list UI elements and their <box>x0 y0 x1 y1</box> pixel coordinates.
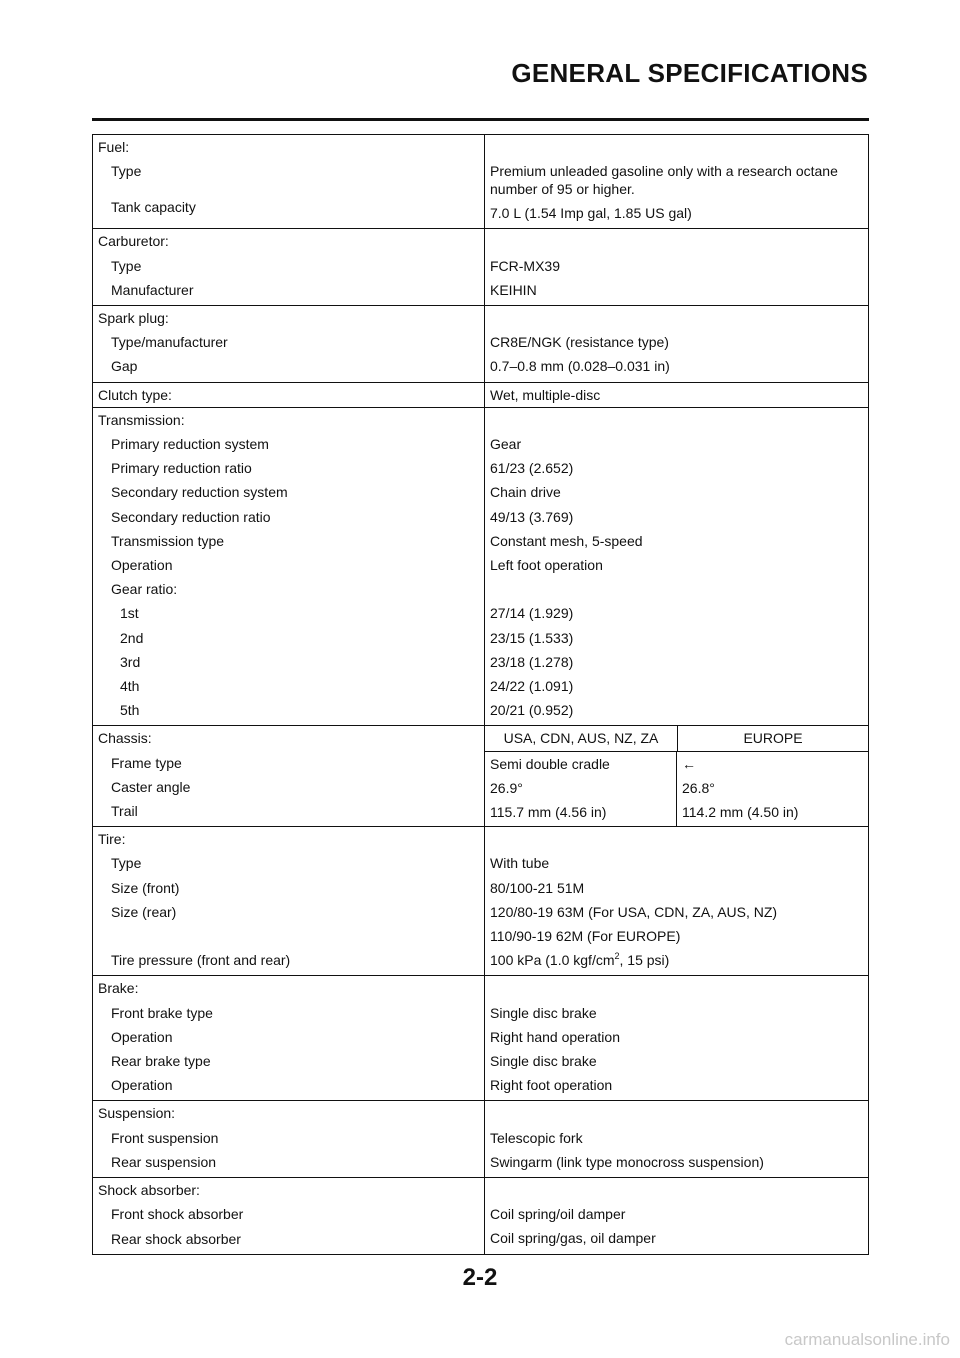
spec-value: 115.7 mm (4.56 in) <box>490 804 607 821</box>
spec-label: 1st <box>120 605 139 622</box>
section-heading: Tire: <box>98 831 126 848</box>
spec-label: Frame type <box>111 754 182 771</box>
pressure-text: , 15 psi) <box>619 952 670 969</box>
spec-value: 114.2 mm (4.50 in) <box>682 804 799 821</box>
spec-value: FCR-MX39 <box>490 257 561 274</box>
spec-value: 24/22 (1.091) <box>490 678 574 695</box>
section-heading: Shock absorber: <box>98 1182 200 1199</box>
section-chassis <box>93 725 868 826</box>
column-header: USA, CDN, AUS, NZ, ZA <box>485 726 678 750</box>
section-transmission <box>93 407 868 726</box>
spec-label: Transmission type <box>111 532 225 549</box>
spec-value: KEIHIN <box>490 281 537 298</box>
page-number: 2-2 <box>462 1264 498 1291</box>
spec-value: Swingarm (link type monocross suspension) <box>490 1153 764 1170</box>
spec-value: 61/23 (2.652) <box>490 460 574 477</box>
section-clutch <box>93 382 868 407</box>
spec-value: 49/13 (3.769) <box>490 508 574 525</box>
spec-value: 23/18 (1.278) <box>490 653 574 670</box>
spec-value: 7.0 L (1.54 Imp gal, 1.85 US gal) <box>490 205 692 222</box>
spec-value: Left foot operation <box>490 557 603 574</box>
spec-label: Primary reduction system <box>111 436 269 453</box>
spec-value: Coil spring/gas, oil damper <box>490 1230 656 1247</box>
spec-label: Type <box>111 257 142 274</box>
section-heading: Transmission: <box>98 411 185 428</box>
section-heading: Clutch type: <box>98 386 172 403</box>
spec-label: 2nd <box>120 629 144 646</box>
spec-value: Single disc brake <box>490 1053 597 1070</box>
section-heading: Spark plug: <box>98 310 169 326</box>
section-carburetor <box>93 228 868 305</box>
column-header: EUROPE <box>743 730 803 747</box>
section-heading: Brake: <box>98 980 139 997</box>
spec-value: 110/90-19 62M (For EUROPE) <box>490 928 681 945</box>
spec-value: Right foot operation <box>490 1077 613 1094</box>
spec-table <box>92 134 869 1255</box>
spec-value: 20/21 (0.952) <box>490 702 574 719</box>
spec-value: Telescopic fork <box>490 1129 583 1146</box>
page-title: GENERAL SPECIFICATIONS <box>511 58 868 88</box>
spec-label: Gear ratio: <box>111 581 178 598</box>
spec-label: Type <box>111 163 142 180</box>
spec-label: Operation <box>111 557 173 574</box>
spec-label: Trail <box>111 803 138 820</box>
watermark: carmanualsonline.info <box>784 1330 950 1349</box>
spec-value-pressure <box>490 948 868 972</box>
section-suspension <box>93 1100 868 1177</box>
section-brake <box>93 975 868 1100</box>
spec-label: Tire pressure (front and rear) <box>111 952 291 969</box>
section-heading: Carburetor: <box>98 233 169 250</box>
header-rule <box>92 118 869 121</box>
section-heading: Fuel: <box>98 139 130 155</box>
spec-value: Constant mesh, 5-speed <box>490 532 643 549</box>
spec-value: 26.9° <box>490 779 523 796</box>
spec-value: CR8E/NGK (resistance type) <box>490 334 669 351</box>
spec-value: Single disc brake <box>490 1004 597 1021</box>
spec-label: Rear suspension <box>111 1153 217 1170</box>
spec-label: Size (rear) <box>111 903 177 920</box>
spec-value: Right hand operation <box>490 1028 620 1045</box>
spec-label: Rear shock absorber <box>111 1230 241 1247</box>
spec-value: 27/14 (1.929) <box>490 605 574 622</box>
spec-label: Size (front) <box>111 879 180 896</box>
spec-label: Operation <box>111 1028 173 1045</box>
spec-label: Gap <box>111 358 138 375</box>
spec-value: Gear <box>490 436 522 452</box>
spec-label: Secondary reduction ratio <box>111 508 271 525</box>
section-spark-plug <box>93 305 868 382</box>
spec-value: With tube <box>490 855 550 872</box>
spec-value: 120/80-19 63M (For USA, CDN, ZA, AUS, NZ) <box>490 903 778 920</box>
spec-label: Primary reduction ratio <box>111 460 252 477</box>
spec-value: Premium unleaded gasoline only with a research octane number of 95 or higher. <box>490 163 838 198</box>
spec-label: Type/manufacturer <box>111 334 228 351</box>
spec-label: Caster angle <box>111 778 191 795</box>
spec-label: Type <box>111 855 142 872</box>
spec-value: 26.8° <box>682 779 715 796</box>
spec-label: Front brake type <box>111 1004 213 1021</box>
section-shock-absorber <box>93 1177 868 1254</box>
spec-label: Front suspension <box>111 1129 219 1146</box>
section-tire <box>93 826 868 975</box>
spec-label: 4th <box>120 678 140 695</box>
section-heading: Suspension: <box>98 1105 176 1122</box>
section-fuel <box>93 135 868 228</box>
pressure-superscript: 2 <box>614 951 620 962</box>
spec-label: Manufacturer <box>111 281 194 298</box>
spec-label: Tank capacity <box>111 199 196 216</box>
spec-label: 5th <box>120 702 140 719</box>
spec-value: Chain drive <box>490 484 561 501</box>
section-heading: Chassis: <box>98 730 152 747</box>
spec-value: Semi double cradle <box>490 755 610 772</box>
spec-value: 0.7–0.8 mm (0.028–0.031 in) <box>490 358 670 375</box>
spec-label: Operation <box>111 1077 173 1094</box>
spec-label: Front shock absorber <box>111 1206 244 1223</box>
spec-value: Wet, multiple-disc <box>490 386 601 403</box>
spec-value: ← <box>682 755 696 772</box>
spec-label: Secondary reduction system <box>111 484 288 501</box>
spec-value: 23/15 (1.533) <box>490 629 574 646</box>
pressure-text: 100 kPa (1.0 kgf/cm <box>490 952 615 969</box>
spec-label: 3rd <box>120 653 141 670</box>
spec-label: Rear brake type <box>111 1053 211 1070</box>
spec-value: 80/100-21 51M <box>490 879 585 896</box>
spec-value: Coil spring/oil damper <box>490 1206 626 1223</box>
